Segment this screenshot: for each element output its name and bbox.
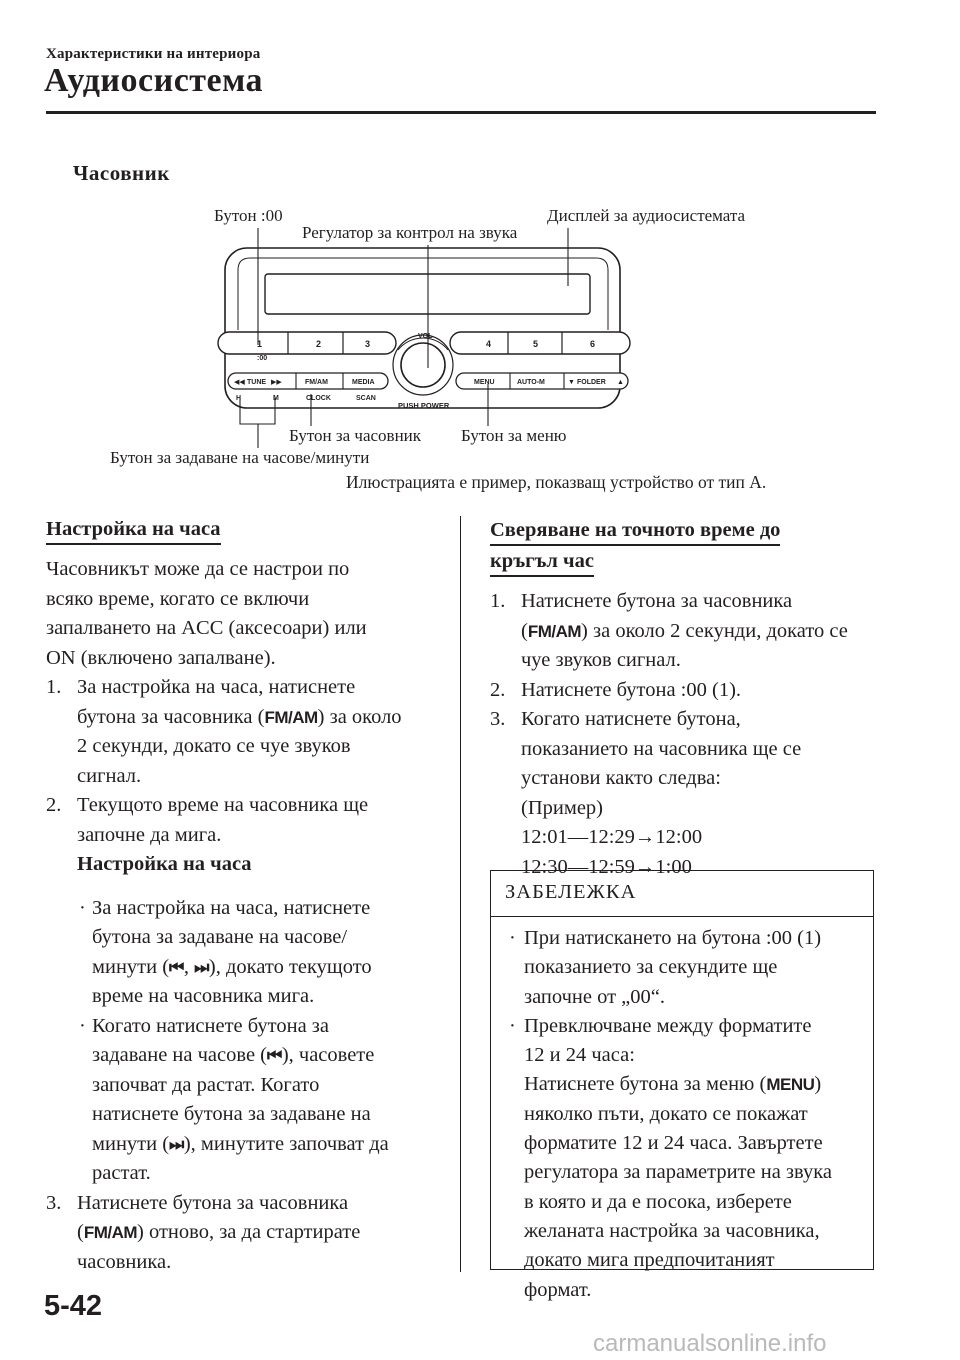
callout-display: Дисплей за аудиосистемата <box>547 206 746 225</box>
note-title: ЗАБЕЛЕЖКА <box>491 871 873 917</box>
folder-down-glyph: ▼ <box>568 379 575 386</box>
bullet-set-hour: · За настройка на часа, натиснете бутона за задаване на часове/ минути (⏮, ⏭), докато текущото време на часовника мига. <box>79 896 372 1007</box>
step-number: 3. <box>46 1191 62 1214</box>
menu-label: MENU <box>474 379 495 386</box>
auto-m-label: AUTO-M <box>517 379 545 386</box>
next-track-icon: ⏭ <box>194 957 209 977</box>
figure-caption: Илюстрацията е пример, показващ устройство от тип А. <box>346 472 767 492</box>
heading-sync-line2: кръгъл час <box>490 548 594 577</box>
subheading-set-hour: Настройка на часа <box>77 853 252 875</box>
step-number: 1. <box>46 676 62 698</box>
folder-label: FOLDER <box>577 379 606 386</box>
intro-line: всяко време, когато се включи <box>46 587 310 610</box>
preset-6-label: 6 <box>590 339 596 349</box>
volume-knob <box>401 343 445 387</box>
preset-1-label: 1 <box>257 339 263 349</box>
page-number: 5-42 <box>44 1290 103 1322</box>
tune-prev-glyph: ◀◀ <box>234 379 245 386</box>
fm-am-label: FM/AM <box>305 379 328 386</box>
step-number: 3. <box>490 708 506 730</box>
heading-set-clock: Настройка на часа <box>46 516 221 545</box>
fm-am-key: FM/AM <box>264 707 318 727</box>
preset-4-label: 4 <box>486 339 492 349</box>
h-label: H <box>236 395 242 402</box>
right-column <box>490 515 880 882</box>
step-number: 1. <box>490 590 506 612</box>
callout-menu-button: Бутон за меню <box>461 426 567 445</box>
prev-track-icon: ⏮ <box>267 1046 282 1065</box>
audio-unit-illustration <box>0 0 960 520</box>
intro-line: ON (включено запалване). <box>46 646 276 669</box>
tune-next-glyph: ▶▶ <box>271 379 282 386</box>
next-track-icon: ⏭ <box>169 1134 184 1154</box>
callout-volume-knob: Регулатор за контрол на звука <box>302 223 518 242</box>
breadcrumb: Характеристики на интериора <box>46 46 261 62</box>
push-power-label: PUSH POWER <box>398 401 450 410</box>
m-label: M <box>273 395 279 402</box>
section-title: Часовник <box>73 161 170 185</box>
colon00-label: :00 <box>257 355 268 362</box>
callout-hour-minute-button: Бутон за задаване на часове/минути <box>110 448 370 467</box>
scan-label: SCAN <box>356 395 376 402</box>
step-2: 2. Текущото време на часовника ще започне да мига. <box>46 791 438 850</box>
fm-am-key: FM/AM <box>83 1223 138 1242</box>
preset-row-right <box>450 332 630 354</box>
bullet-hours-minutes: · Когато натиснете бутона за задаване на часове (⏮), часовете започват да растат. Когато натиснете бутона за задаване на минути (⏭), минутите започват да растат. <box>79 1014 389 1184</box>
step-number: 2. <box>490 678 506 701</box>
preset-3-label: 3 <box>365 339 371 349</box>
left-column <box>46 515 438 1277</box>
intro-line: запалването на ACC (аксесоари) или <box>46 617 367 639</box>
sync-step-3: 3. Когато натиснете бутона, показанието на часовника ще се установи както следва: (Пример) 12:01―12:29→12:00 12:30―12:59→1:00 <box>490 705 880 882</box>
vol-label: VOL <box>418 333 433 340</box>
preset-2-label: 2 <box>316 339 322 349</box>
fm-am-key: FM/AM <box>527 621 582 641</box>
preset-5-label: 5 <box>533 339 539 349</box>
sync-step-1: 1. Натиснете бутона за часовника (FM/AM) за около 2 секунди, докато се чуе звуков сигнал. <box>490 587 880 676</box>
step-3: 3. Натиснете бутона за часовника (FM/AM) отново, за да стартирате часовника. <box>46 1189 438 1278</box>
folder-up-glyph: ▲ <box>617 379 624 386</box>
column-divider <box>460 516 461 1272</box>
page-title: Аудиосистема <box>44 62 263 99</box>
step-1: 1. За настройка на часа, натиснете бутона за часовника (FM/AM) за около 2 секунди, докато се чуе звуков сигнал. <box>46 673 438 791</box>
note-bullet-seconds: · При натискането на бутона :00 (1) показанието за секундите ще започне от „00“. <box>509 927 822 1008</box>
callout-clock-button: Бутон за часовник <box>289 426 422 445</box>
prev-track-icon: ⏮ <box>169 957 184 977</box>
media-label: MEDIA <box>352 379 375 386</box>
note-body <box>491 917 873 1305</box>
menu-key: MENU <box>766 1075 815 1095</box>
note-bullet-format: · Превключване между форматите 12 и 24 часа: Натиснете бутона за меню (MENU) няколко пъти, докато се покажат форматите 12 и 24 часа. Завъртете регулатора за параметрите на звука в която и да е посока, изберете желаната настройка за часовника, докато мига предпочитаният формат. <box>509 1014 833 1301</box>
step-number: 2. <box>46 794 62 816</box>
tune-label: TUNE <box>247 379 267 386</box>
callout-button-00: Бутон :00 <box>214 206 283 225</box>
heading-sync-line1: Сверяване на точното време до <box>490 517 780 546</box>
intro-line: Часовникът може да се настрои по <box>46 558 350 580</box>
note-box <box>490 870 874 1301</box>
clock-label: CLOCK <box>306 395 331 402</box>
sync-step-2: 2. Натиснете бутона :00 (1). <box>490 676 880 706</box>
watermark: carmanualsonline.info <box>593 1330 827 1357</box>
